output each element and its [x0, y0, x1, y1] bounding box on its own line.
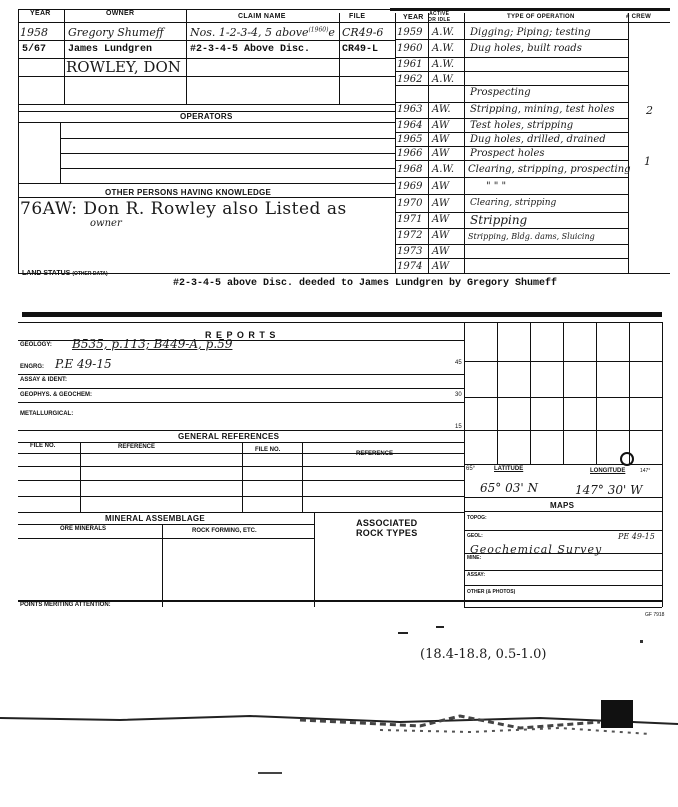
- activity-year: 1966: [397, 148, 423, 159]
- maps-title: MAPS: [550, 501, 575, 510]
- owner-name: Gregory Shumeff: [68, 26, 164, 39]
- scan-speck: [258, 772, 282, 774]
- maps-topog-label: TOPOG:: [467, 515, 487, 521]
- genref-reference-header: REFERENCE: [118, 444, 156, 450]
- latitude-label: LATITUDE: [494, 466, 524, 472]
- col-header-year: YEAR: [30, 10, 51, 17]
- activity-year: 1960: [397, 43, 423, 54]
- activity-operation: Test holes, stripping: [470, 120, 574, 131]
- activity-status: AW: [432, 246, 450, 257]
- activity-operation: Dug holes, built roads: [470, 43, 582, 54]
- lat-prefix: 65°: [466, 466, 476, 472]
- activity-crew: 1: [644, 155, 651, 168]
- genref-reference-header-2: REFERENCE: [356, 451, 394, 457]
- scan-speck: [398, 632, 408, 634]
- report-num-45: 45: [455, 360, 462, 366]
- activity-status: A.W.: [432, 74, 455, 85]
- activity-year: 1974: [397, 261, 423, 272]
- maps-other-label: OTHER (& PHOTOS): [467, 589, 516, 595]
- col-header-file: FILE: [349, 13, 366, 20]
- activity-year: 1963: [397, 104, 423, 115]
- activity-status: AW: [432, 230, 450, 241]
- genref-file-no-header: FILE NO.: [30, 443, 56, 449]
- rock-forming-header: ROCK FORMING, ETC.: [192, 528, 257, 534]
- maps-geol-label: GEOL:: [467, 533, 483, 539]
- activity-year: 1961: [397, 59, 423, 70]
- activity-status: A.W.: [432, 59, 455, 70]
- ore-minerals-header: ORE MINERALS: [60, 526, 107, 532]
- owner-year: 1958: [20, 26, 48, 39]
- activity-year: 1972: [397, 230, 423, 241]
- coordinate-footnote: (18.4-18.8, 0.5-1.0): [420, 647, 547, 662]
- col-header-type-operation: TYPE OF OPERATION: [507, 14, 575, 20]
- operators-title: OPERATORS: [180, 112, 233, 121]
- activity-operation: Prospecting: [470, 87, 531, 98]
- file-number: CR49-L: [342, 44, 379, 55]
- owner-year: 5/67: [22, 44, 47, 55]
- activity-status: AW: [432, 214, 450, 225]
- activity-year: 1969: [397, 181, 423, 192]
- geophys-label: GEOPHYS. & GEOCHEM:: [20, 392, 93, 398]
- activity-year: 1965: [397, 134, 423, 145]
- land-status-label: LAND STATUS (OTHER DATA): [22, 270, 108, 277]
- activity-operation: Digging; Piping; testing: [470, 27, 591, 38]
- activity-year: 1962: [397, 74, 423, 85]
- activity-operation: Dug holes, drilled, drained: [470, 134, 606, 145]
- longitude-label: LONGITUDE: [590, 468, 626, 474]
- activity-year: 1973: [397, 246, 423, 257]
- scan-speck: [436, 626, 444, 628]
- claim-name: #2-3-4-5 Above Disc.: [190, 44, 311, 55]
- mineral-assemblage-title: MINERAL ASSEMBLAGE: [105, 514, 206, 523]
- geology-value: B535, p.113; B449-A, p.59: [72, 337, 233, 351]
- report-num-15: 15: [455, 424, 462, 430]
- activity-operation: Prospect holes: [470, 148, 545, 159]
- engrg-label: ENGRG:: [20, 364, 44, 370]
- engrg-value: P.E 49-15: [55, 357, 112, 371]
- owner-name: ROWLEY, DON: [66, 58, 181, 76]
- activity-operation: Stripping, Bldg. dams, Sluicing: [468, 232, 595, 241]
- latitude-value: 65° 03' N: [480, 481, 538, 495]
- maps-geol-hand: Geochemical Survey: [470, 543, 603, 556]
- activity-year: 1968: [397, 164, 423, 175]
- claim-name: Nos. 1-2-3-4, 5 above$^{(1960)}$e: [190, 26, 335, 39]
- points-meriting-attention-label: POINTS MERITING ATTENTION:: [20, 602, 111, 608]
- associated-rock-types-header: ASSOCIATED ROCK TYPES: [356, 518, 418, 538]
- activity-status: AW: [432, 198, 450, 209]
- col-header-claim-name: CLAIM NAME: [238, 13, 286, 20]
- activity-year: 1964: [397, 120, 423, 131]
- activity-operation: " " ": [486, 181, 507, 192]
- reports-title: R E P O R T S: [205, 330, 277, 340]
- activity-operation: Clearing, stripping, prospecting: [468, 164, 631, 175]
- activity-status: AW.: [432, 104, 451, 115]
- col-header-crew: # CREW: [626, 14, 652, 20]
- owner-name: James Lundgren: [68, 44, 153, 55]
- col-header-owner: OWNER: [106, 10, 135, 17]
- maps-assay-label: ASSAY:: [467, 572, 486, 578]
- longitude-value: 147° 30' W: [575, 483, 643, 497]
- metallurgical-label: METALLURGICAL:: [20, 411, 74, 417]
- form-number: GF 7918: [645, 612, 665, 618]
- activity-status: AW: [432, 181, 450, 192]
- genref-file-no-header-2: FILE NO.: [255, 447, 281, 453]
- activity-status: A.W.: [432, 164, 455, 175]
- other-persons-text-2: owner: [90, 218, 122, 229]
- black-registration-block: [601, 700, 633, 728]
- file-number: CR49-6: [342, 26, 384, 39]
- col-header-year-2: YEAR: [403, 14, 424, 21]
- other-persons-title: OTHER PERSONS HAVING KNOWLEDGE: [105, 188, 272, 197]
- activity-year: 1959: [397, 27, 423, 38]
- circle-mark-icon: [620, 452, 634, 466]
- maps-geol-ref: PE 49-15: [618, 532, 655, 541]
- activity-year: 1970: [397, 198, 423, 209]
- activity-status: AW: [432, 261, 450, 272]
- activity-status: AW: [432, 148, 450, 159]
- activity-status: A.W.: [432, 43, 455, 54]
- activity-operation: Stripping, mining, test holes: [470, 104, 615, 115]
- geology-label: GEOLOGY:: [20, 342, 52, 348]
- activity-status: AW: [432, 120, 450, 131]
- assay-label: ASSAY & IDENT:: [20, 377, 68, 383]
- other-persons-text: 76AW: Don R. Rowley also Listed as: [20, 199, 347, 219]
- scan-speck: [640, 640, 643, 643]
- activity-year: 1971: [397, 214, 423, 225]
- activity-crew: 2: [646, 104, 653, 117]
- report-num-30: 30: [455, 392, 462, 398]
- col-header-active: ACTIVE OR IDLE: [428, 11, 451, 23]
- general-references-title: GENERAL REFERENCES: [178, 432, 280, 441]
- maps-mine-label: MINE:: [467, 555, 482, 561]
- lon-suffix: 147°: [640, 468, 651, 474]
- scan-noise-strip: [0, 706, 678, 736]
- activity-operation: Stripping: [470, 213, 528, 227]
- activity-status: A.W.: [432, 27, 455, 38]
- activity-operation: Clearing, stripping: [470, 198, 557, 208]
- activity-status: AW: [432, 134, 450, 145]
- land-status-text: #2-3-4-5 above Disc. deeded to James Lundgren by Gregory Shumeff: [173, 278, 558, 289]
